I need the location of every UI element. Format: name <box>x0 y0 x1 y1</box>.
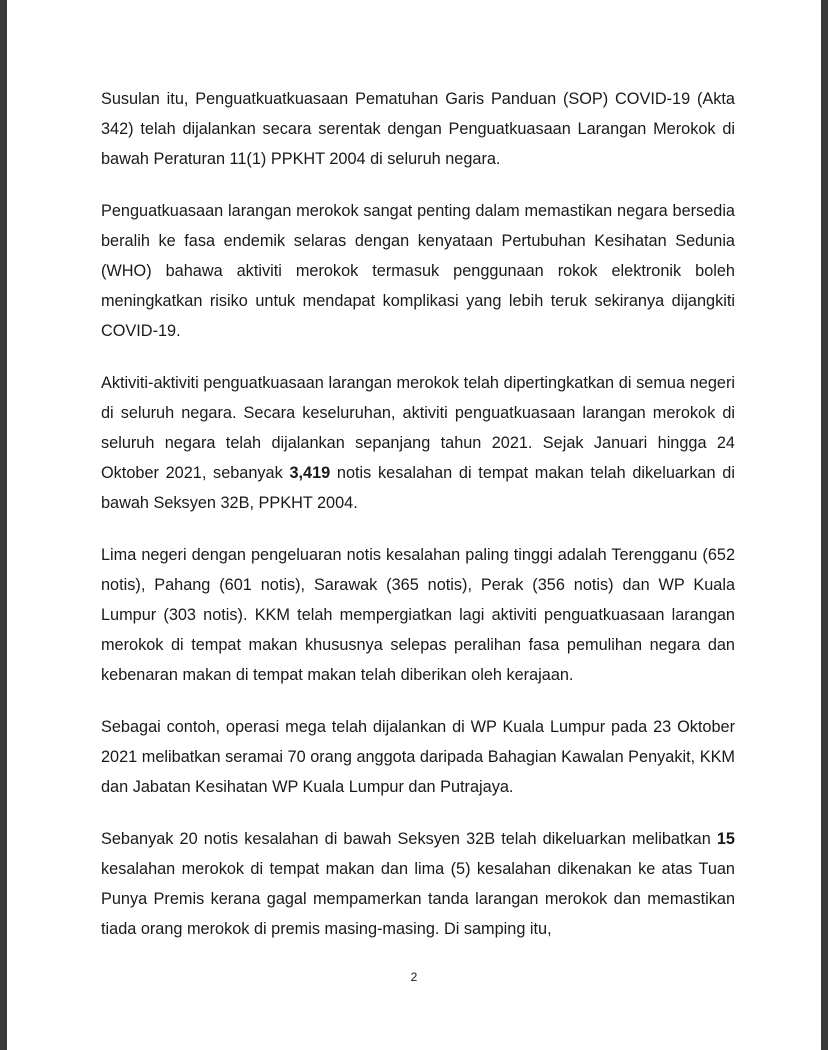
paragraph-text: Aktiviti-aktiviti penguatkuasaan larangan merokok telah dipertingkatkan di semua negeri di seluruh negara. Secara keseluruhan, aktiviti penguatkuasaan larangan merokok di seluruh negara telah dijalankan sepanjang tahun 2021. Sejak Januari hingga 24 Oktober 2021, sebanyak <box>101 374 735 482</box>
document-page <box>7 0 821 1050</box>
document-body <box>101 84 735 966</box>
paragraph-1 <box>101 84 735 174</box>
paragraph-4 <box>101 540 735 690</box>
paragraph-text: notis kesalahan di tempat makan telah dikeluarkan di bawah Seksyen 32B, PPKHT 2004. <box>101 464 735 512</box>
paragraph-3 <box>101 368 735 518</box>
paragraph-5 <box>101 712 735 802</box>
paragraph-text: Lima negeri dengan pengeluaran notis kesalahan paling tinggi adalah Terengganu (652 notis), Pahang (601 notis), Sarawak (365 notis), Perak (356 notis) dan WP Kuala Lumpur (303 notis). KKM telah mempergiatkan lagi aktiviti penguatkuasaan larangan merokok di tempat makan khususnya selepas peralihan fasa pemulihan negara dan kebenaran makan di tempat makan telah diberikan oleh kerajaan. <box>101 546 735 684</box>
paragraph-text: Penguatkuasaan larangan merokok sangat penting dalam memastikan negara bersedia beralih ke fasa endemik selaras dengan kenyataan Pertubuhan Kesihatan Sedunia (WHO) bahawa aktiviti merokok termasuk penggunaan rokok elektronik boleh meningkatkan risiko untuk mendapat komplikasi yang lebih teruk sekiranya dijangkiti COVID-19. <box>101 202 735 340</box>
paragraph-text: Susulan itu, Penguatkuatkuasaan Pematuhan Garis Panduan (SOP) COVID-19 (Akta 342) telah dijalankan secara serentak dengan Penguatkuasaan Larangan Merokok di bawah Peraturan 11(1) PPKHT 2004 di seluruh negara. <box>101 90 735 168</box>
paragraph-text: Sebanyak 20 notis kesalahan di bawah Seksyen 32B telah dikeluarkan melibatkan <box>101 830 717 848</box>
paragraph-6 <box>101 824 735 944</box>
paragraph-text: Sebagai contoh, operasi mega telah dijalankan di WP Kuala Lumpur pada 23 Oktober 2021 melibatkan seramai 70 orang anggota daripada Bahagian Kawalan Penyakit, KKM dan Jabatan Kesihatan WP Kuala Lumpur dan Putrajaya. <box>101 718 735 796</box>
offence-count: 15 <box>716 830 735 848</box>
paragraph-text: kesalahan merokok di tempat makan dan lima (5) kesalahan dikenakan ke atas Tuan Punya Premis kerana gagal mempamerkan tanda larangan merokok dan memastikan tiada orang merokok di premis masing-masing. Di samping itu, <box>101 860 735 938</box>
notice-count-total: 3,419 <box>289 464 331 482</box>
page-number: 2 <box>410 970 418 984</box>
paragraph-2 <box>101 196 735 346</box>
